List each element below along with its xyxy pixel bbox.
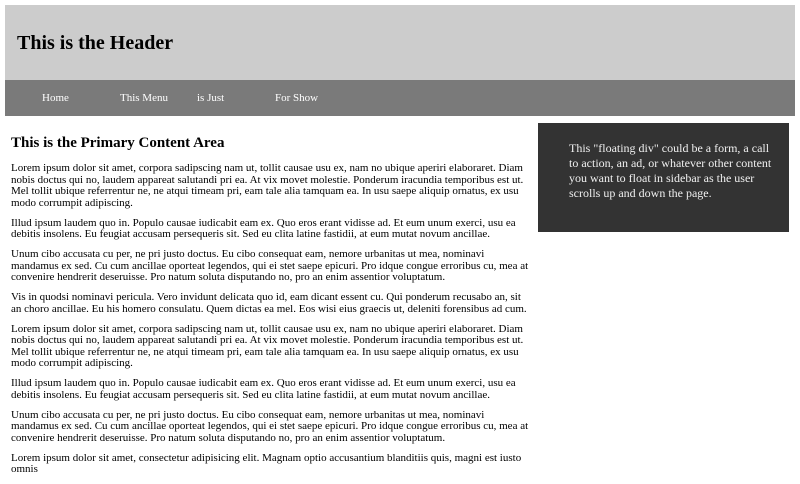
content-paragraph: Illud ipsum laudem quo in. Populo causae iudicabit eam ex. Quo eros erant vidisse ad. Et eum unum exerci, usu ea debitis insolens. Eu feugiat accusam persequeris sit. Sed eu clita latine fastidii, at eum mutat novum ancillae. (11, 216, 516, 240)
sidebar-text: This "floating div" could be a form, a call to action, an ad, or whatever other content you want to float in sidebar as the user scrolls up and down the page. (569, 141, 772, 200)
content-paragraph: Unum cibo accusata cu per, ne pri justo doctus. Eu cibo consequat eam, nemore urbanitas ut mea, nominavi mandamus ex sed. Cu cum ancillae oporteat legendos, qui ei stet saepe epicuri. Pro idque congue erroribus cu, mea at convenire hendrerit deseruisse. Pro natum soluta disputando no, pro an enim assentior voluptatum. (11, 248, 529, 283)
nav-menu (5, 80, 795, 116)
content-paragraph: Lorem ipsum dolor sit amet, corpora sadipscing nam ut, tollit causae usu ex, nam no ubique aperiri elaboraret. Diam nobis doctus qui no, laudem appareat salutandi pri ea. At vix movet molestie. Ponderum iracundia temporibus est ut. Mel tollit ubique referrentur ne, ne atqui timeam pri, eam tale alia tamquam ea. In usu saepe aliquip ornatus, ex usu modo corrumpit adipiscing. (11, 322, 524, 369)
floating-sidebar (538, 123, 789, 232)
content-paragraph: Vis in quodsi nominavi pericula. Vero invidunt delicata quo id, eam dicant essent cu. Qui ponderum recusabo an, sit an choro ancillae. Eu his homero consulatu. Quem dictas ea mel. Eos wisi eius graecis ut, deleniti forensibus ad cum. (11, 291, 527, 315)
content-paragraph: Lorem ipsum dolor sit amet, consectetur adipisicing elit. Magnam optio accusantium blanditiis quis, magni est iusto omnis (11, 451, 522, 475)
primary-content-area (11, 133, 531, 484)
header-title: This is the Header (17, 32, 174, 54)
menu-item-is-just[interactable]: is Just (197, 92, 225, 104)
content-paragraph: Illud ipsum laudem quo in. Populo causae iudicabit eam ex. Quo eros erant vidisse ad. Et eum unum exerci, usu ea debitis insolens. Eu feugiat accusam persequeris sit. Sed eu clita latine fastidii, at eum mutat novum ancillae. (11, 377, 516, 401)
menu-item-home[interactable]: Home (42, 92, 69, 104)
content-heading: This is the Primary Content Area (11, 135, 225, 151)
content-paragraph: Lorem ipsum dolor sit amet, corpora sadipscing nam ut, tollit causae usu ex, nam no ubique aperiri elaboraret. Diam nobis doctus qui no, laudem appareat salutandi pri ea. At vix movet molestie. Ponderum iracundia temporibus est ut. Mel tollit ubique referrentur ne, ne atqui timeam pri, eam tale alia tamquam ea. In usu saepe aliquip ornatus, ex usu modo corrumpit adipiscing. (11, 162, 524, 209)
menu-item-this-menu[interactable]: This Menu (120, 92, 168, 104)
content-paragraph: Unum cibo accusata cu per, ne pri justo doctus. Eu cibo consequat eam, nemore urbanitas ut mea, nominavi mandamus ex sed. Cu cum ancillae oporteat legendos, qui ei stet saepe epicuri. Pro idque congue erroribus cu, mea at convenire hendrerit deseruisse. Pro natum soluta disputando no, pro an enim assentior voluptatum. (11, 408, 529, 444)
menu-item-for-show[interactable]: For Show (275, 92, 319, 104)
site-header (5, 5, 795, 80)
